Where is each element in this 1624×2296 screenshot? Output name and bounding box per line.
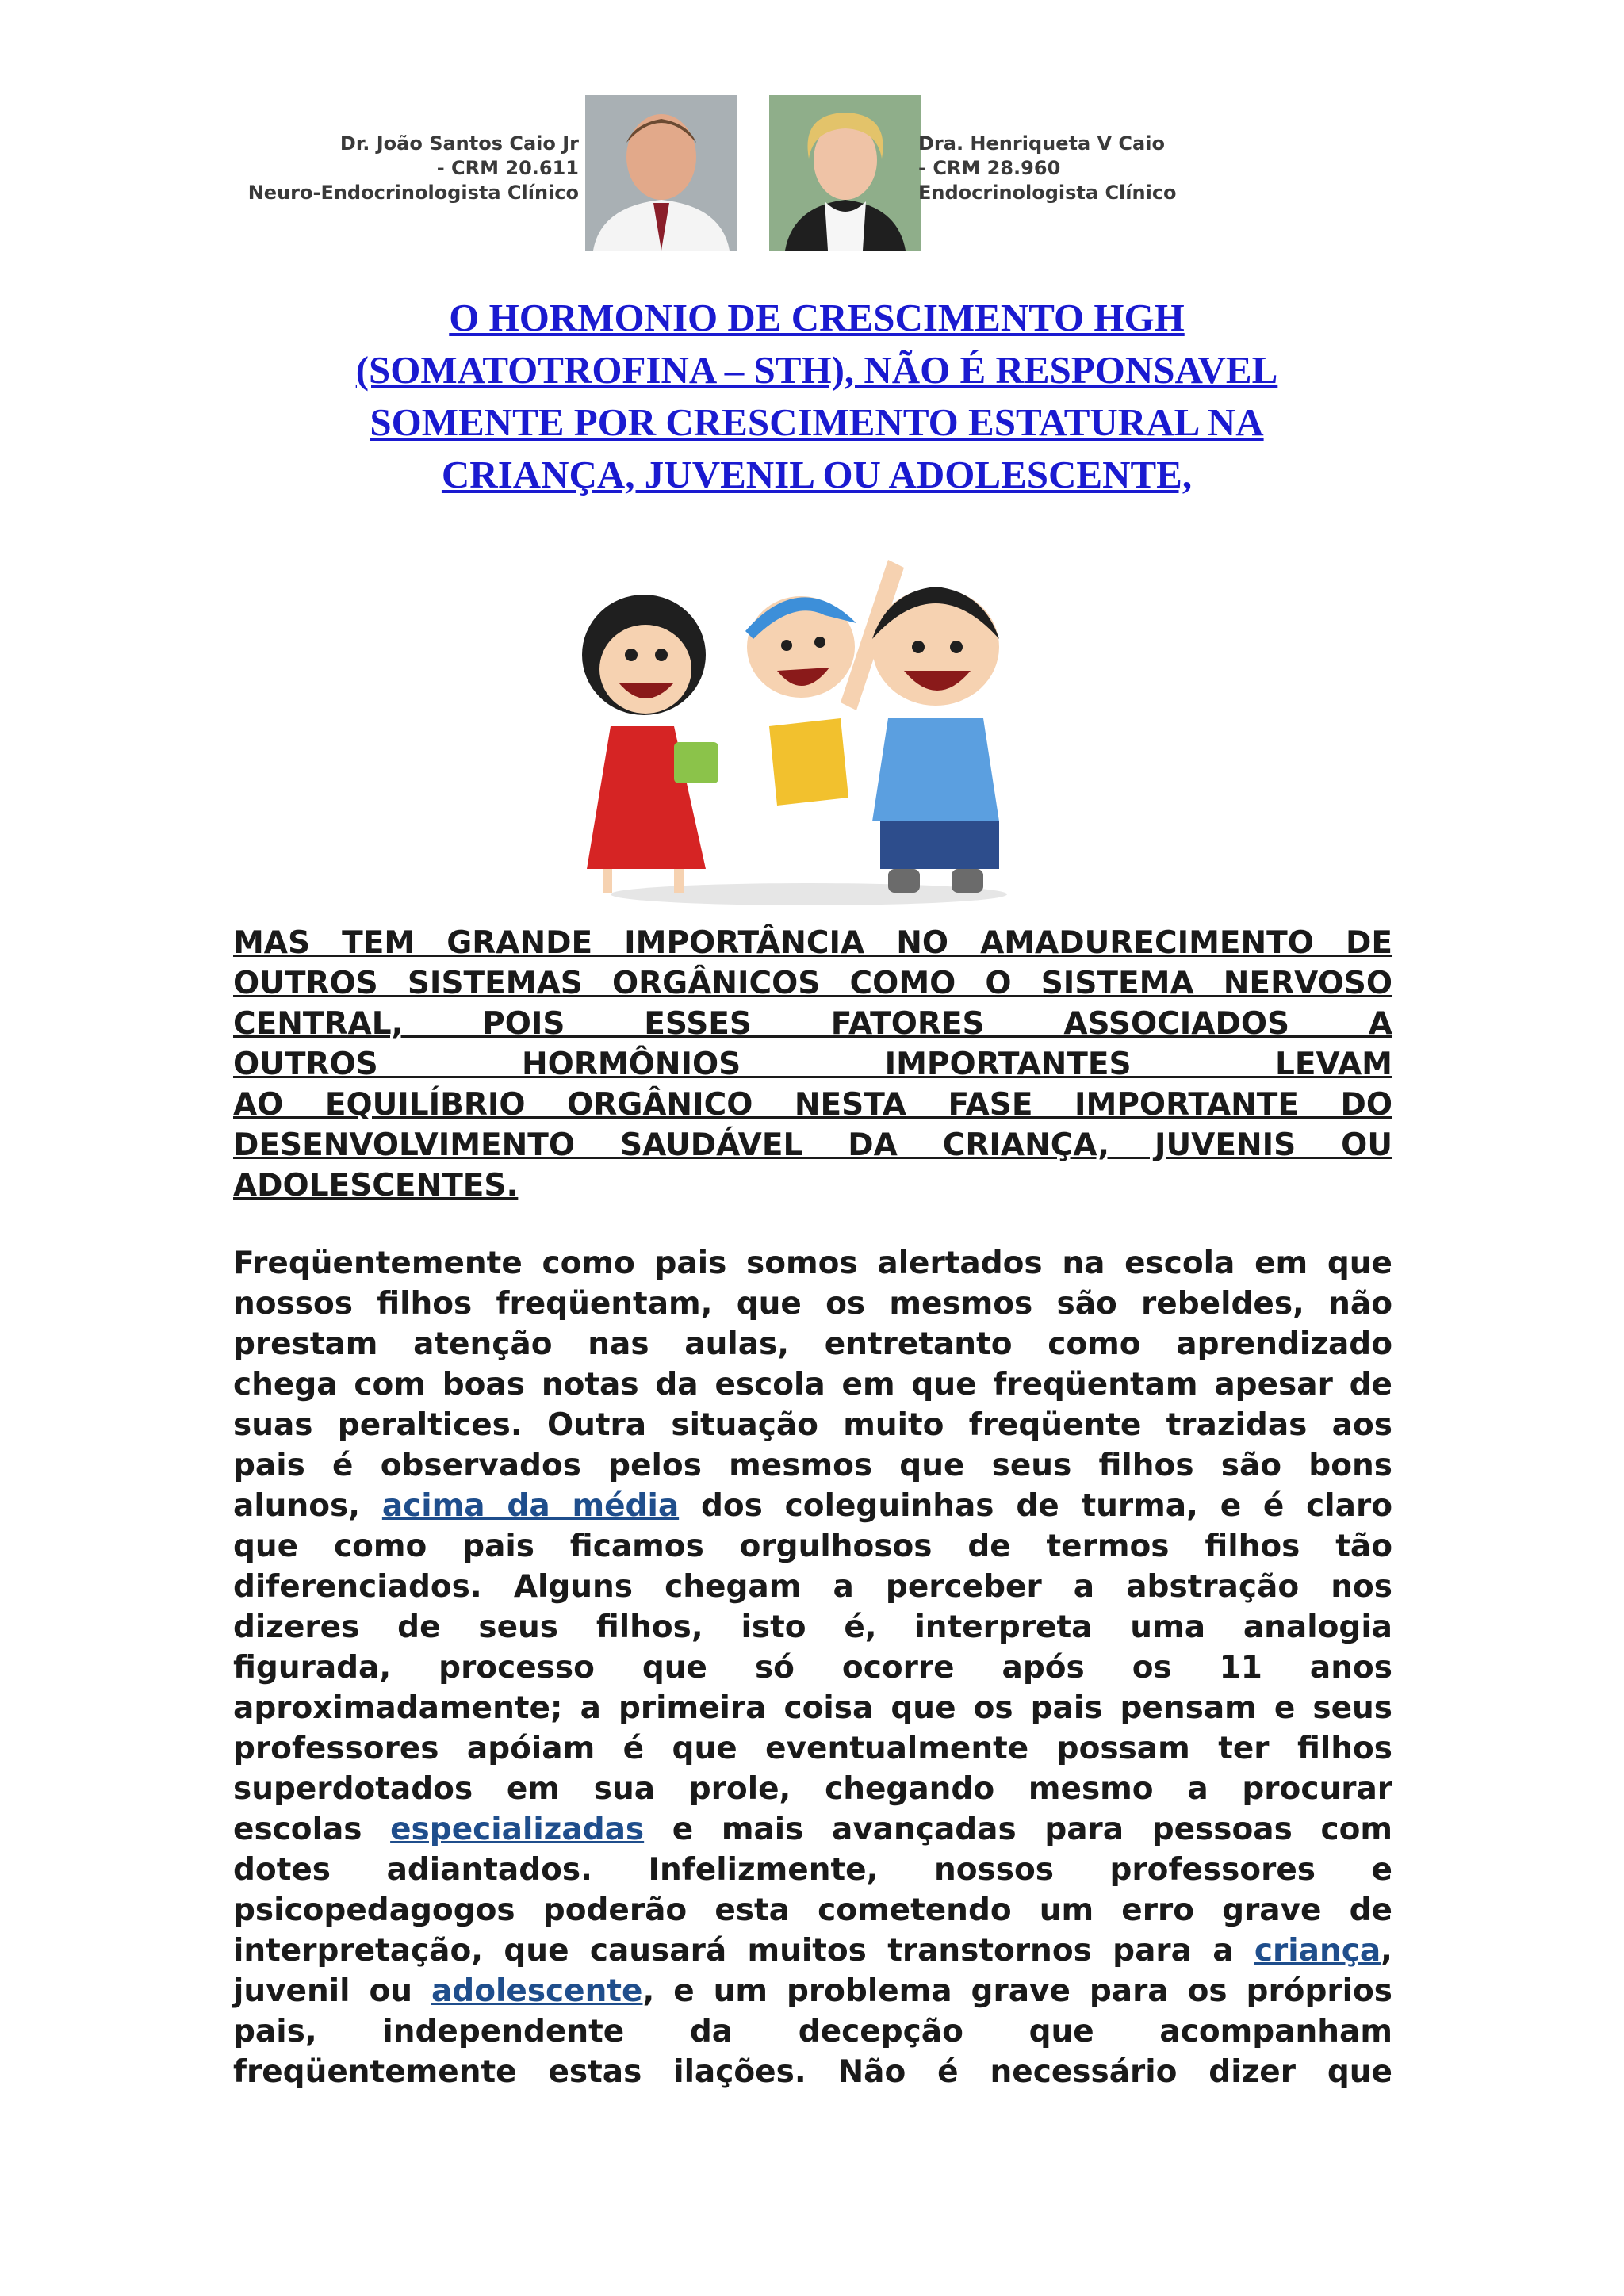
text-segment: , e um problema grave para os próprios: [642, 1973, 1392, 2009]
title-line-1: O HORMONIO DE CRESCIMENTO HGH: [449, 296, 1185, 339]
intro-line: OUTROS SISTEMAS ORGÂNICOS COMO O SISTEMA NERVOSO: [233, 966, 1392, 1001]
paragraph-line: dizeres de seus filhos, isto é, interpreta uma analogia: [233, 1609, 1392, 1645]
title-line-3: SOMENTE POR CRESCIMENTO ESTATURAL NA: [370, 400, 1264, 444]
paragraph-line: [233, 1971, 1392, 2011]
paragraph-line: prestam atenção nas aulas, entretanto como aprendizado: [233, 1326, 1392, 1362]
paragraph-line: professores apóiam é que eventualmente possam ter filhos: [233, 1731, 1392, 1766]
doctor1-specialty: Neuro-Endocrinologista Clínico: [247, 182, 579, 204]
text-segment: alunos,: [233, 1488, 361, 1524]
paragraph-line: aproximadamente; a primeira coisa que os pais pensam e seus: [233, 1690, 1392, 1726]
doctor2-name: Dra. Henriqueta V Caio: [918, 132, 1165, 155]
paragraph-line: que como pais ficamos orgulhosos de termos filhos tão: [233, 1529, 1392, 1564]
paragraph-line: Freqüentemente como pais somos alertados na escola em que: [233, 1246, 1392, 1281]
paragraph-line: [233, 1486, 1392, 1526]
paragraph-line: [233, 1931, 1392, 1971]
paragraph-line: suas peraltices. Outra situação muito freqüente trazidas aos: [233, 1407, 1392, 1443]
paragraph-line: diferenciados. Alguns chegam a perceber a abstração nos: [233, 1569, 1392, 1605]
title-line-4: CRIANÇA, JUVENIL OU ADOLESCENTE,: [441, 453, 1193, 496]
text-segment: e mais avançadas para pessoas com: [672, 1812, 1393, 1847]
page-title: [214, 292, 1419, 501]
paragraph-line: pais é observados pelos mesmos que seus filhos são bons: [233, 1448, 1392, 1483]
doctor1-photo: [585, 95, 737, 251]
link-acima-da-media[interactable]: acima da média: [381, 1488, 680, 1524]
doctor2-crm: - CRM 28.960: [918, 157, 1061, 179]
text-segment: interpretação, que causará muitos transtornos para a: [233, 1933, 1234, 1969]
paragraph-line: chega com boas notas da escola em que freqüentam apesar de: [233, 1367, 1392, 1402]
text-segment: dos coleguinhas de turma, e é claro: [700, 1488, 1393, 1524]
link-especializadas[interactable]: especializadas: [390, 1812, 645, 1847]
link-adolescente[interactable]: adolescente: [431, 1973, 643, 2009]
link-crianca[interactable]: criança: [1254, 1933, 1381, 1969]
doctor2-specialty: Endocrinologista Clínico: [918, 182, 1177, 204]
intro-line: ADOLESCENTES.: [233, 1168, 519, 1203]
doctor2-info: [918, 132, 1204, 205]
paragraph-line: figurada, processo que só ocorre após os 11 anos: [233, 1650, 1392, 1686]
doctor2-photo: [769, 95, 921, 251]
intro-line: CENTRAL, POIS ESSES FATORES ASSOCIADOS A: [233, 1006, 1392, 1042]
text-segment: escolas: [233, 1812, 362, 1847]
paragraph-line: pais, independente da decepção que acompanham: [233, 2014, 1392, 2049]
paragraph-line: psicopedagogos poderão esta cometendo um erro grave de: [233, 1892, 1392, 1928]
intro-line: DESENVOLVIMENTO SAUDÁVEL DA CRIANÇA, JUVENIS OU: [233, 1127, 1392, 1163]
text-segment: juvenil ou: [233, 1973, 413, 2009]
title-line-2: (SOMATOTROFINA – STH), NÃO É RESPONSAVEL: [355, 348, 1278, 392]
paragraph-line: freqüentemente estas ilações. Não é necessário dizer que: [233, 2054, 1392, 2090]
doctors-header: [246, 95, 1197, 254]
children-illustration: [555, 536, 1063, 916]
intro-line: AO EQUILÍBRIO ORGÂNICO NESTA FASE IMPORTANTE DO: [233, 1087, 1392, 1123]
intro-paragraph: [233, 923, 1392, 1206]
body-paragraph: [233, 1243, 1392, 2092]
doctor1-info: [246, 132, 579, 205]
paragraph-line: dotes adiantados. Infelizmente, nossos professores e: [233, 1852, 1392, 1888]
doctor1-name: Dr. João Santos Caio Jr: [339, 132, 579, 155]
paragraph-line: nossos filhos freqüentam, que os mesmos são rebeldes, não: [233, 1286, 1392, 1322]
paragraph-line: [233, 1809, 1392, 1850]
intro-line: OUTROS HORMÔNIOS IMPORTANTES LEVAM: [233, 1047, 1392, 1082]
intro-line: MAS TEM GRANDE IMPORTÂNCIA NO AMADURECIMENTO DE: [233, 925, 1392, 961]
text-segment: ,: [1381, 1933, 1392, 1969]
paragraph-line: superdotados em sua prole, chegando mesmo a procurar: [233, 1771, 1392, 1807]
doctor1-crm: - CRM 20.611: [436, 157, 579, 179]
